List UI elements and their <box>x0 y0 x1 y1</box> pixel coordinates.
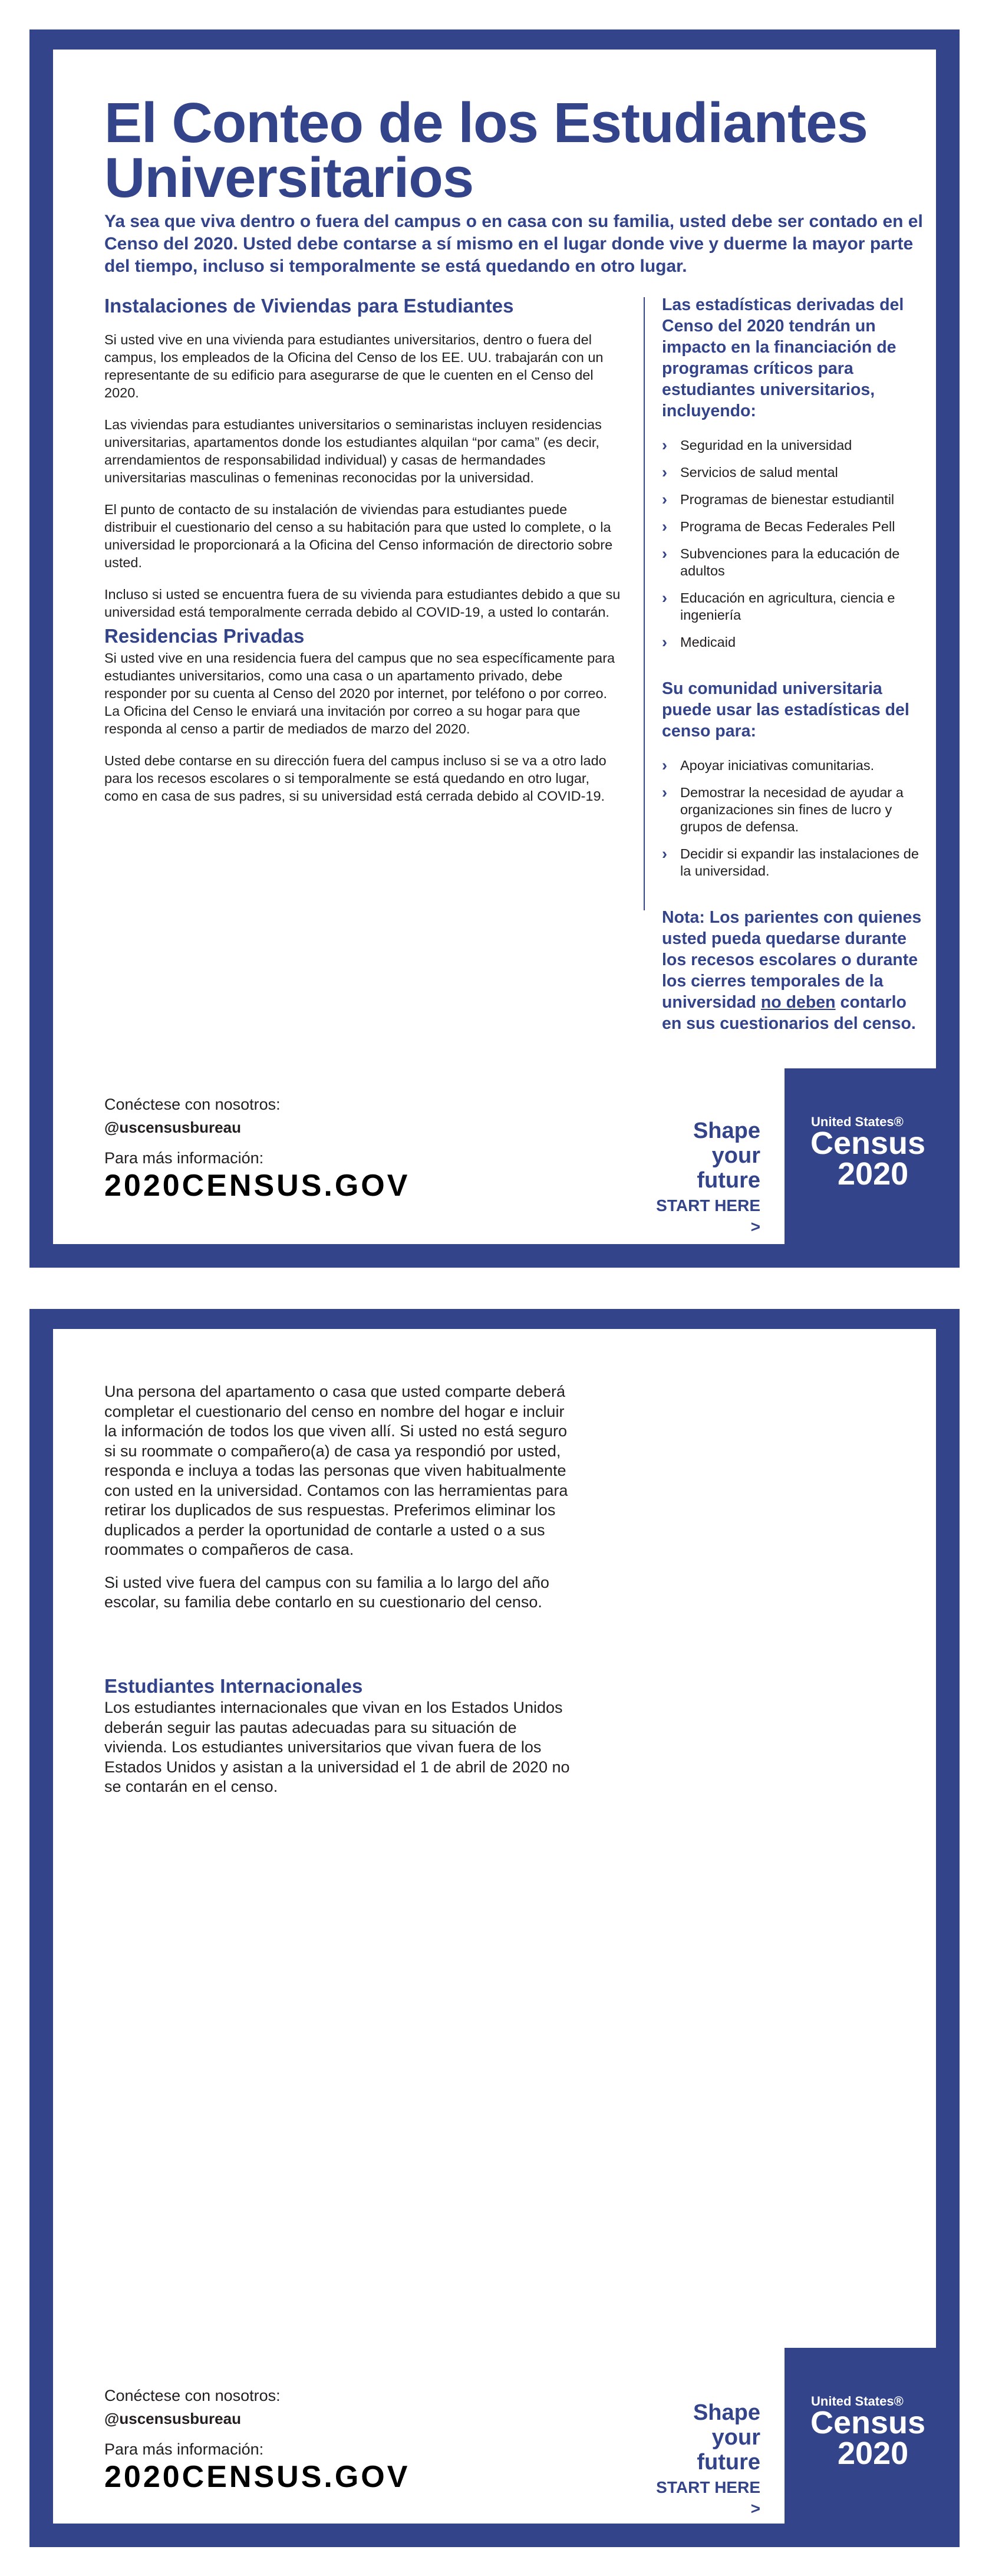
connect-label: Conéctese con nosotros: <box>104 1095 281 1113</box>
page-2-content <box>53 1329 936 2524</box>
chevron-right-icon: › <box>662 436 667 454</box>
page-title: El Conteo de los Estudiantes Universitarios <box>104 91 868 209</box>
footer-contact <box>104 1094 517 1204</box>
page-1-content <box>53 50 936 1244</box>
list-item: › Decidir si expandir las instalaciones de la universidad. <box>662 845 919 879</box>
chevron-right-icon: › <box>662 845 667 863</box>
shape-your-future-tagline: Shape your future START HERE > <box>642 2400 760 2519</box>
connect-label: Conéctese con nosotros: <box>104 2387 281 2404</box>
start-here-link[interactable]: START HERE > <box>656 2478 760 2518</box>
section-heading-international: Estudiantes Internacionales <box>104 1675 363 1697</box>
shared-housing-section <box>104 1382 576 1626</box>
list-item: › Demostrar la necesidad de ayudar a organizaciones sin fines de lucro y grupos de defensa. <box>662 784 904 834</box>
list-item: › Medicaid <box>662 633 736 651</box>
list-item: › Educación en agricultura, ciencia e ingeniería <box>662 589 895 623</box>
census-2020-logo: United States® Census 2020 <box>785 2348 960 2524</box>
list-item: › Programa de Becas Federales Pell <box>662 518 895 535</box>
section-heading-private-residences: Residencias Privadas <box>104 625 305 647</box>
note-text: Nota: Los parientes con quienes usted pueda quedarse durante los recesos escolares o durante los cierres temporales de la universidad no deben contarlo en sus cuestionarios del censo. <box>662 908 922 1033</box>
paragraph: Si usted vive en una vivienda para estudiantes universitarios, dentro o fuera del campus, los empleados de la Oficina del Censo de los EE. UU. trabajarán con un representante de su edificio para asegurarse de que le cuenten en el Censo del 2020. <box>104 332 604 400</box>
paragraph: El punto de contacto de su instalación de viviendas para estudiantes puede distribuir el cuestionario del censo a su habitación para que usted lo complete, o la universidad le proporcionará a la Oficina del Censo información de directorio sobre usted. <box>104 502 613 570</box>
social-handle-link[interactable]: @uscensusbureau <box>104 2410 241 2427</box>
chevron-right-icon: › <box>662 633 667 651</box>
paragraph: Si usted vive en una residencia fuera del campus que no sea específicamente para estudiantes universitarios, como una casa o un apartamento privado, debe responder por su cuenta al Censo del 2020 por internet, por teléfono o por correo. La Oficina del Censo le enviará una invitación por correo a su hogar para que responda al censo a partir de mediados de marzo del 2020. <box>104 650 615 736</box>
list-item: › Apoyar iniciativas comunitarias. <box>662 756 875 774</box>
flyer-page-2 <box>29 1309 960 2547</box>
paragraph: Incluso si usted se encuentra fuera de su vivienda para estudiantes debido a que su universidad está temporalmente cerrada debido al COVID-19, a usted lo contarán. <box>104 587 621 620</box>
social-handle-link[interactable]: @uscensusbureau <box>104 1118 241 1136</box>
more-info-label: Para más información: <box>104 1149 264 1167</box>
flyer-page-1 <box>29 29 960 1268</box>
stats-list <box>662 437 927 651</box>
paragraph: Una persona del apartamento o casa que usted comparte deberá completar el cuestionario del censo en nombre del hogar e incluir la información de todos los que viven allí. Si usted no está seguro si su roommate o compañero(a) de casa ya respondió por usted, responda e incluya a todas las personas que viven habitualmente con usted en la universidad. Contamos con las herramientas para retirar los duplicados de sus respuestas. Preferimos eliminar los duplicados a perder la oportunidad de contarle a usted o a sus roommates o compañeros de casa. <box>104 1383 568 1558</box>
paragraph: Las viviendas para estudiantes universitarios o seminaristas incluyen residencias universitarias, apartamentos donde los estudiantes alquilan “por cama” (es decir, arrendamientos de responsabilidad individual) y casas de hermandades universitarias masculinas o femeninas reconocidas por la universidad. <box>104 417 602 485</box>
community-list <box>662 757 927 880</box>
chevron-right-icon: › <box>662 756 667 774</box>
left-column <box>104 294 623 819</box>
chevron-right-icon: › <box>662 545 667 562</box>
paragraph: Usted debe contarse en su dirección fuera del campus incluso si se va a otro lado para los recesos escolares o si temporalmente se está quedando en otro lugar, como en casa de sus padres, si su universidad está cerrada debido al COVID-19. <box>104 753 607 804</box>
chevron-right-icon: › <box>662 518 667 535</box>
more-info-label: Para más información: <box>104 2440 264 2458</box>
chevron-right-icon: › <box>662 463 667 481</box>
list-item: › Servicios de salud mental <box>662 463 838 481</box>
community-heading: Su comunidad universitaria puede usar las estadísticas del censo para: <box>662 679 909 741</box>
chevron-right-icon: › <box>662 589 667 607</box>
list-item: › Programas de bienestar estudiantil <box>662 491 895 508</box>
stats-heading: Las estadísticas derivadas del Censo del 2020 tendrán un impacto en la financiación de programas críticos para estudiantes universitarios, incluyendo: <box>662 295 904 420</box>
intro-text: Ya sea que viva dentro o fuera del campus o en casa con su familia, usted debe ser contado en el Censo del 2020. Usted debe contarse a sí mismo en el lugar donde vive y duerme la mayor parte del tiempo, incluso si temporalmente se está quedando en otro lugar. <box>104 212 923 276</box>
chevron-right-icon: › <box>662 784 667 801</box>
list-item: › Subvenciones para la educación de adultos <box>662 545 900 578</box>
section-heading-student-housing: Instalaciones de Viviendas para Estudiantes <box>104 295 514 317</box>
start-here-link[interactable]: START HERE > <box>656 1196 760 1236</box>
sidebar <box>662 294 927 1034</box>
footer-contact <box>104 2386 517 2495</box>
census-url-link[interactable]: 2020CENSUS.GOV <box>104 1169 410 1203</box>
shape-your-future-tagline: Shape your future START HERE > <box>642 1118 760 1238</box>
census-url-link[interactable]: 2020CENSUS.GOV <box>104 2460 410 2494</box>
census-2020-logo: United States® Census 2020 <box>785 1068 960 1244</box>
column-divider <box>644 297 645 910</box>
list-item: › Seguridad en la universidad <box>662 436 852 454</box>
chevron-right-icon: › <box>662 491 667 508</box>
paragraph: Si usted vive fuera del campus con su familia a lo largo del año escolar, su familia debe contarlo en su cuestionario del censo. <box>104 1573 549 1611</box>
international-students-section <box>104 1674 576 1810</box>
paragraph: Los estudiantes internacionales que vivan en los Estados Unidos deberán seguir las pautas adecuadas para su situación de vivienda. Los estudiantes universitarios que vivan fuera de los Estados Unidos y asistan a la universidad el 1 de abril de 2020 no se contarán en el censo. <box>104 1699 570 1795</box>
